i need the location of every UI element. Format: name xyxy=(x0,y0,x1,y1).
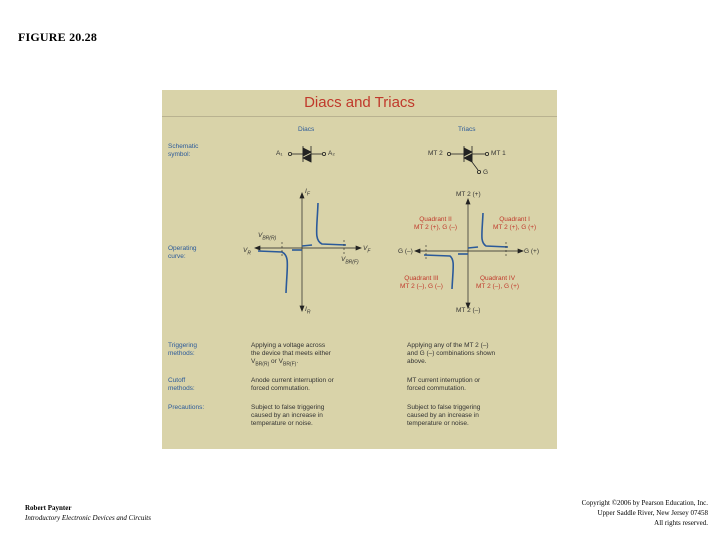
row-label-operating-line2: curve: xyxy=(168,253,186,260)
col-header-diacs: Diacs xyxy=(298,126,315,133)
quadrant-1-title: Quadrant I xyxy=(499,216,530,223)
triac-mt2-label: MT 2 xyxy=(428,150,443,157)
quadrant-4-polarity: MT 2 (–), G (+) xyxy=(476,283,520,290)
row-label-cutoff-line2: methods: xyxy=(168,385,195,392)
diac-terminal-a1 xyxy=(288,152,291,155)
triac-triggering-line2: and G (–) combinations shown xyxy=(407,350,496,357)
col-header-triacs: Triacs xyxy=(458,126,476,133)
diac-vf-label: $V_F$ xyxy=(363,245,371,255)
row-label-cutoff-line1: Cutoff xyxy=(168,377,186,384)
copyright-line1: Copyright ©2006 by Pearson Education, Inc. xyxy=(581,499,708,507)
diac-vbrf-label: $V_{BR(F)}$ xyxy=(341,256,359,266)
book-title: Introductory Electronic Devices and Circuits xyxy=(25,514,151,522)
diac-symbol xyxy=(288,146,325,162)
diac-cutoff-line2: forced commutation. xyxy=(251,385,310,392)
triac-precaution-line2: caused by an increase in xyxy=(407,412,479,419)
quadrant-1-polarity: MT 2 (+), G (+) xyxy=(493,224,537,231)
diacs-triacs-panel xyxy=(162,90,557,449)
triac-terminal-mt1 xyxy=(485,152,488,155)
diac-if-label: $I_F$ xyxy=(305,188,310,198)
quadrant-4-label xyxy=(476,275,519,291)
triac-mt1-label: MT 1 xyxy=(491,150,506,157)
row-label-triggering-line1: Triggering xyxy=(168,342,198,349)
triac-cutoff-line1: MT current interruption or xyxy=(407,377,481,384)
quadrant-1-label xyxy=(493,216,536,232)
copyright-notice xyxy=(582,498,708,528)
row-label-operating-line1: Operating xyxy=(168,245,197,252)
triac-triggering-line1: Applying any of the MT 2 (–) xyxy=(407,342,489,349)
quadrant-3-title: Quadrant III xyxy=(404,275,439,282)
copyright-line3: All rights reserved. xyxy=(654,519,708,527)
triac-mt2-pos-label: MT 2 (+) xyxy=(456,191,481,198)
footer-credit xyxy=(25,503,151,523)
quadrant-4-title: Quadrant IV xyxy=(479,275,516,282)
diac-precaution-line3: temperature or noise. xyxy=(251,420,313,427)
copyright-line2: Upper Saddle River, New Jersey 07458 xyxy=(597,509,708,517)
diac-vr-label: $V_R$ xyxy=(243,247,251,257)
triac-precaution-text xyxy=(407,404,480,428)
row-label-precautions: Precautions: xyxy=(168,404,205,411)
triac-cutoff-text xyxy=(407,377,480,393)
diac-cutoff-text xyxy=(251,377,334,393)
figure-label: FIGURE 20.28 xyxy=(18,30,98,44)
quadrant-3-label xyxy=(400,275,443,291)
triac-cutoff-line2: forced commutation. xyxy=(407,385,466,392)
triac-terminal-gate xyxy=(477,170,480,173)
quadrant-2-polarity: MT 2 (+), G (–) xyxy=(414,224,458,231)
triac-terminal-mt2 xyxy=(447,152,450,155)
diac-precaution-line2: caused by an increase in xyxy=(251,412,323,419)
diac-precaution-line1: Subject to false triggering xyxy=(251,404,325,411)
panel-title: Diacs and Triacs xyxy=(304,94,415,111)
diac-triggering-line3: $V_{BR(R)}$ or $V_{BR(F)}$. xyxy=(251,358,299,368)
diac-triggering-line2: the device that meets either xyxy=(251,350,331,357)
triac-precaution-line3: temperature or noise. xyxy=(407,420,469,427)
diac-a1-label: A₁ xyxy=(276,150,283,157)
diac-vbrr-label: $V_{BR(R)}$ xyxy=(258,232,277,242)
diac-ir-label: $I_R$ xyxy=(305,306,311,316)
triac-mt2-neg-label: MT 2 (–) xyxy=(456,307,481,314)
triac-g-neg-label: G (–) xyxy=(398,248,413,255)
triac-triggering-line3: above. xyxy=(407,358,427,365)
diac-triggering-line1: Applying a voltage across xyxy=(251,342,326,349)
diac-a2-label: A₂ xyxy=(328,150,335,157)
diagram-graphics xyxy=(162,90,557,449)
diac-terminal-a2 xyxy=(322,152,325,155)
triac-triggering-text xyxy=(407,342,495,366)
quadrant-3-polarity: MT 2 (–), G (–) xyxy=(400,283,443,290)
row-label-schematic-line2: symbol: xyxy=(168,151,191,158)
quadrant-2-title: Quadrant II xyxy=(419,216,452,223)
row-label-schematic-line1: Schematic xyxy=(168,143,199,150)
diac-precaution-text xyxy=(251,404,324,428)
diac-triggering-text xyxy=(251,342,331,368)
row-label-triggering-line2: methods: xyxy=(168,350,195,357)
triac-precaution-line1: Subject to false triggering xyxy=(407,404,481,411)
diac-cutoff-line1: Anode current interruption or xyxy=(251,377,334,384)
triac-g-pos-label: G (+) xyxy=(524,248,539,255)
quadrant-2-label xyxy=(414,216,457,232)
triac-gate-label: G xyxy=(483,169,489,176)
author-name: Robert Paynter xyxy=(25,504,72,512)
